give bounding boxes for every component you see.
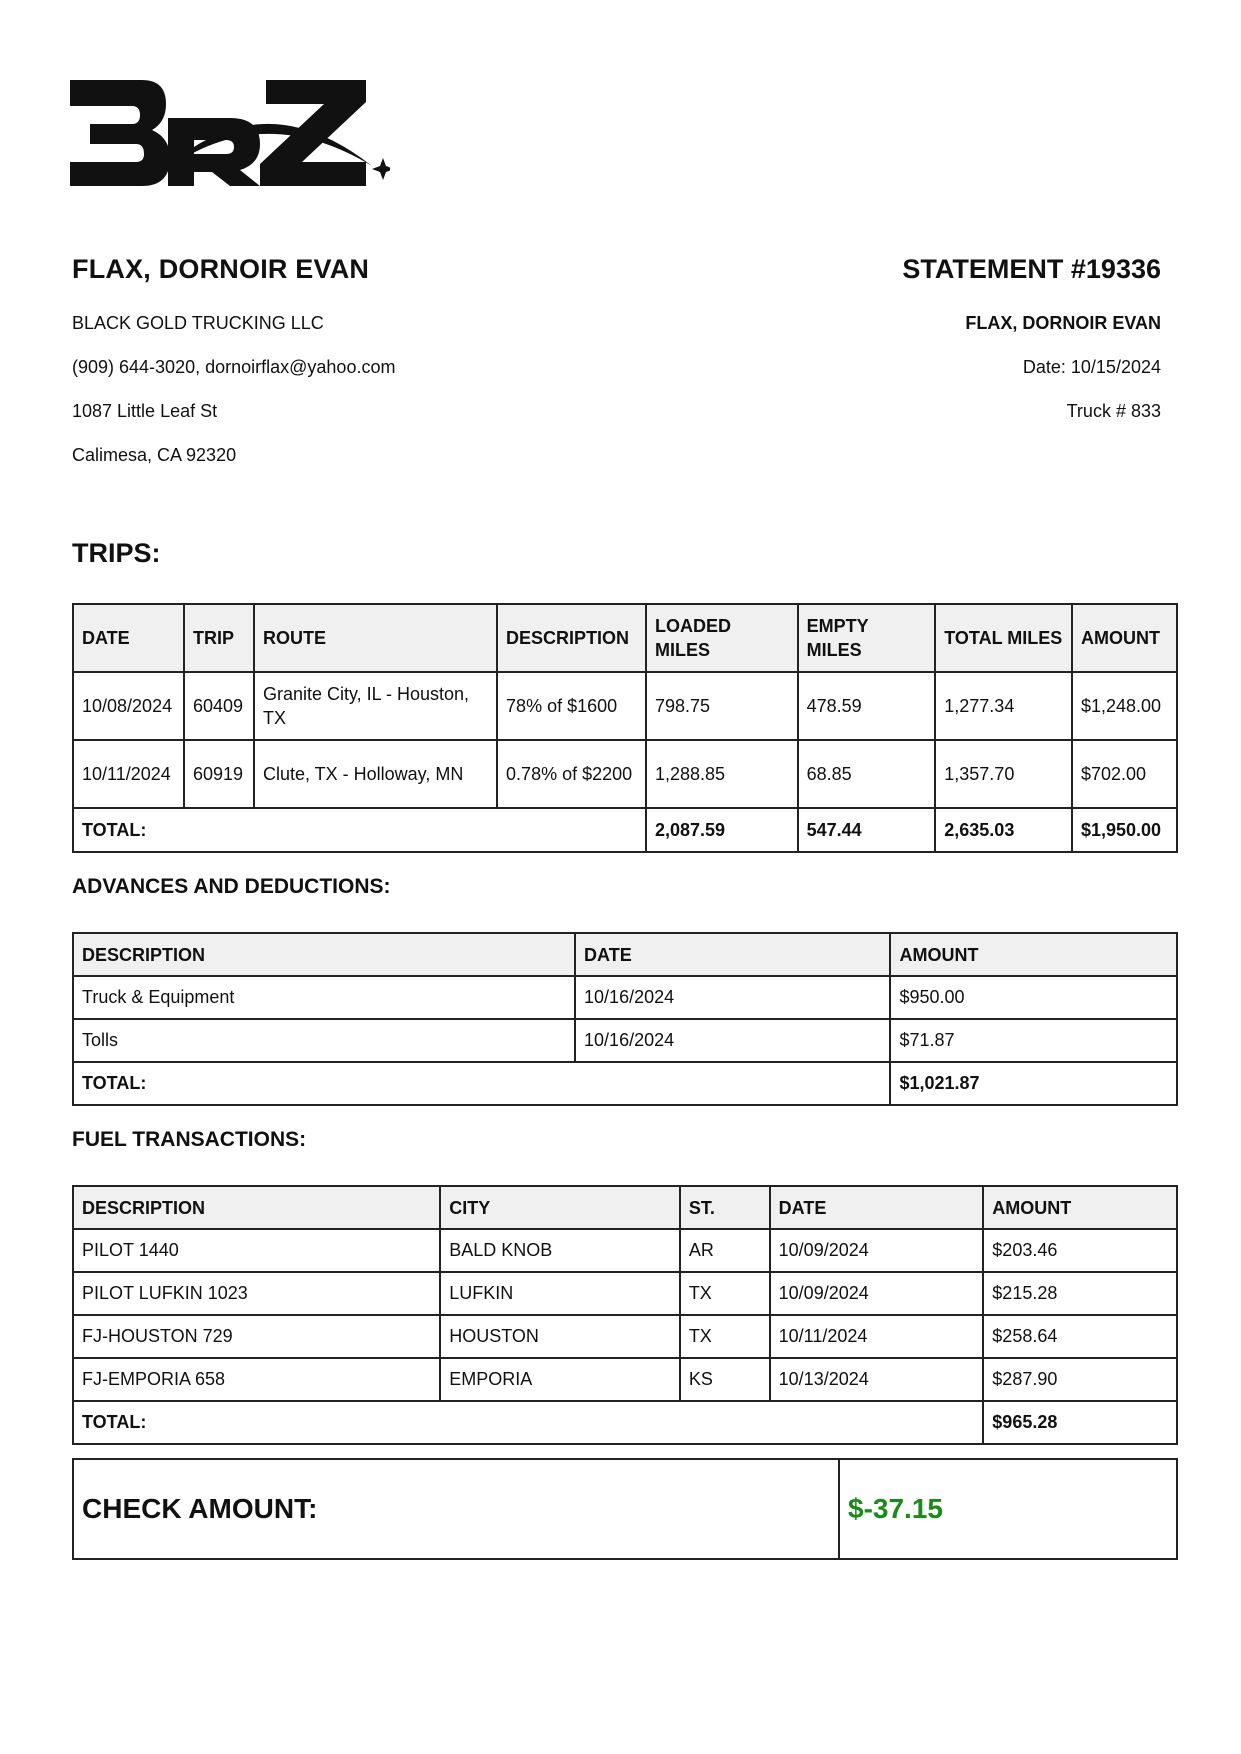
total-amount: $1,021.87 — [890, 1062, 1177, 1105]
table-cell: 68.85 — [798, 740, 936, 808]
driver-address-line1: 1087 Little Leaf St — [72, 401, 218, 421]
table-cell: $71.87 — [890, 1019, 1177, 1062]
table-total-row — [73, 1062, 1177, 1105]
column-header: AMOUNT — [983, 1186, 1177, 1229]
table-row — [73, 1229, 1177, 1272]
total-label: TOTAL: — [73, 1401, 983, 1444]
column-header: ROUTE — [254, 604, 497, 672]
column-header: DESCRIPTION — [497, 604, 646, 672]
table-row — [73, 1358, 1177, 1401]
check-amount-box — [72, 1458, 1178, 1560]
table-header-row — [73, 604, 1177, 672]
total-amount: $965.28 — [983, 1401, 1177, 1444]
table-cell: 0.78% of $2200 — [497, 740, 646, 808]
column-header: TOTAL MILES — [935, 604, 1072, 672]
table-cell: $203.46 — [983, 1229, 1177, 1272]
column-header: DATE — [73, 604, 184, 672]
table-cell: FJ-EMPORIA 658 — [73, 1358, 440, 1401]
table-cell: TX — [680, 1272, 770, 1315]
table-cell: $1,248.00 — [1072, 672, 1177, 740]
table-cell: 10/08/2024 — [73, 672, 184, 740]
table-cell: 10/09/2024 — [770, 1229, 984, 1272]
driver-address-line2: Calimesa, CA 92320 — [72, 445, 237, 465]
column-header: TRIP — [184, 604, 254, 672]
table-row — [73, 672, 1177, 740]
table-cell: 60409 — [184, 672, 254, 740]
table-row — [73, 1272, 1177, 1315]
table-header-row — [73, 933, 1177, 976]
check-amount-value: $-37.15 — [839, 1459, 1177, 1559]
total-loaded-miles: 2,087.59 — [646, 808, 798, 852]
total-label: TOTAL: — [73, 808, 646, 852]
table-cell: 10/09/2024 — [770, 1272, 984, 1315]
trips-title: TRIPS: — [72, 538, 161, 568]
truck-number: Truck # 833 — [1066, 401, 1161, 421]
table-cell: LUFKIN — [440, 1272, 680, 1315]
column-header: DESCRIPTION — [73, 1186, 440, 1229]
driver-name: FLAX, DORNOIR EVAN — [72, 254, 370, 284]
column-header: ST. — [680, 1186, 770, 1229]
column-header: DATE — [575, 933, 890, 976]
table-cell: $215.28 — [983, 1272, 1177, 1315]
advances-table — [72, 932, 1178, 1106]
check-amount-label: CHECK AMOUNT: — [73, 1459, 839, 1559]
driver-company: BLACK GOLD TRUCKING LLC — [72, 313, 324, 333]
table-cell: Truck & Equipment — [73, 976, 575, 1019]
table-cell: BALD KNOB — [440, 1229, 680, 1272]
table-row — [73, 976, 1177, 1019]
table-total-row — [73, 808, 1177, 852]
total-label: TOTAL: — [73, 1062, 890, 1105]
table-cell: 1,288.85 — [646, 740, 798, 808]
column-header: EMPTY MILES — [798, 604, 936, 672]
column-header: DESCRIPTION — [73, 933, 575, 976]
table-cell: 10/16/2024 — [575, 1019, 890, 1062]
table-row — [73, 1019, 1177, 1062]
table-cell: 10/11/2024 — [770, 1315, 984, 1358]
table-cell: HOUSTON — [440, 1315, 680, 1358]
table-cell: Granite City, IL - Houston, TX — [254, 672, 497, 740]
table-cell: PILOT 1440 — [73, 1229, 440, 1272]
company-logo — [70, 78, 390, 193]
table-cell: 60919 — [184, 740, 254, 808]
table-total-row — [73, 1401, 1177, 1444]
column-header: LOADED MILES — [646, 604, 798, 672]
table-cell: Clute, TX - Holloway, MN — [254, 740, 497, 808]
table-cell: 78% of $1600 — [497, 672, 646, 740]
table-row — [73, 1315, 1177, 1358]
driver-contact: (909) 644-3020, dornoirflax@yahoo.com — [72, 357, 396, 377]
advances-title: ADVANCES AND DEDUCTIONS: — [72, 875, 391, 898]
statement-driver-name: FLAX, DORNOIR EVAN — [965, 313, 1161, 333]
table-cell: 1,277.34 — [935, 672, 1072, 740]
table-cell: 478.59 — [798, 672, 936, 740]
total-empty-miles: 547.44 — [798, 808, 936, 852]
table-cell: $950.00 — [890, 976, 1177, 1019]
trips-table — [72, 603, 1178, 853]
table-cell: AR — [680, 1229, 770, 1272]
table-cell: TX — [680, 1315, 770, 1358]
table-cell: Tolls — [73, 1019, 575, 1062]
total-miles: 2,635.03 — [935, 808, 1072, 852]
column-header: DATE — [770, 1186, 984, 1229]
fuel-title: FUEL TRANSACTIONS: — [72, 1128, 307, 1151]
table-cell: 1,357.70 — [935, 740, 1072, 808]
table-cell: $702.00 — [1072, 740, 1177, 808]
fuel-table — [72, 1185, 1178, 1445]
table-cell: $258.64 — [983, 1315, 1177, 1358]
column-header: AMOUNT — [1072, 604, 1177, 672]
table-cell: FJ-HOUSTON 729 — [73, 1315, 440, 1358]
table-cell: KS — [680, 1358, 770, 1401]
table-cell: 10/11/2024 — [73, 740, 184, 808]
table-row — [73, 740, 1177, 808]
table-cell: 798.75 — [646, 672, 798, 740]
table-cell: EMPORIA — [440, 1358, 680, 1401]
statement-date: Date: 10/15/2024 — [1022, 357, 1161, 377]
table-header-row — [73, 1186, 1177, 1229]
column-header: CITY — [440, 1186, 680, 1229]
total-amount: $1,950.00 — [1072, 808, 1177, 852]
column-header: AMOUNT — [890, 933, 1177, 976]
table-cell: 10/16/2024 — [575, 976, 890, 1019]
table-cell: PILOT LUFKIN 1023 — [73, 1272, 440, 1315]
table-cell: $287.90 — [983, 1358, 1177, 1401]
statement-number: STATEMENT #19336 — [902, 254, 1161, 284]
table-cell: 10/13/2024 — [770, 1358, 984, 1401]
